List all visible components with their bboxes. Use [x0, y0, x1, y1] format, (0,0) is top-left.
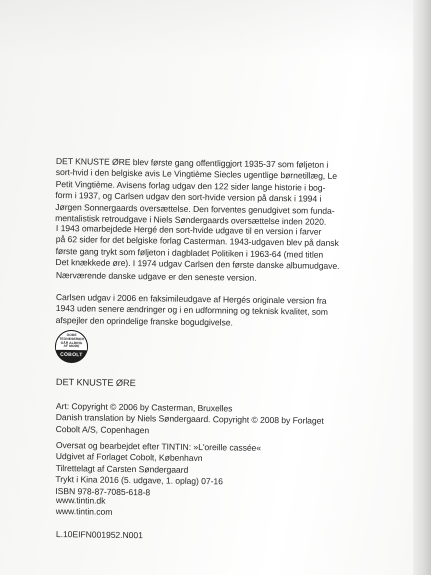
text-line: Tilrettelagt af Carsten Søndergaard	[55, 462, 189, 475]
text-line: Oversat og bearbejdet efter TINTIN: »L'oreille cassée«	[55, 440, 262, 453]
history-paragraph-3	[56, 270, 356, 286]
badge-slogan	[55, 330, 88, 351]
text-line: Petit Vingtième. Avisens forlag udgav den 122 sider lange historie i bog-	[55, 178, 326, 193]
text-line: Art: Copyright © 2006 by Casterman, Bruxelles	[55, 401, 233, 414]
publication-details	[55, 440, 356, 501]
text-line: første gang trykt som føljeton i dagbladet Politiken i 1963-64 (med titlen	[55, 245, 324, 260]
cobolt-logo-badge	[55, 330, 88, 363]
text-line: I 1943 omarbejdede Hergé den sort-hvide udgave til en version i farver	[55, 223, 322, 237]
badge-slogan-line: GÅR ALDRIG	[60, 340, 83, 345]
text-line: mentalistisk retroudgave i Niels Søndergaards oversættelse inden 2020.	[55, 213, 327, 227]
text-line: form i 1937, og Carlsen udgav den sort-hvide version på dansk i 1994 i	[55, 190, 322, 204]
history-paragraph-2	[55, 223, 356, 273]
book-spine-edge	[413, 0, 431, 575]
text-line: Trykt i Kina 2016 (5. udgave, 1. oplag) 07-16	[55, 474, 224, 487]
copyright-credits	[56, 401, 356, 439]
badge-slogan-line: GODE	[66, 333, 77, 338]
text-line: Udgivet af Forlaget Cobolt, København	[55, 451, 203, 464]
history-paragraph-1	[55, 156, 356, 229]
badge-brand: COBOLT	[60, 351, 83, 359]
text-line: Nærværende danske udgave er den seneste version.	[55, 270, 257, 283]
badge-slogan-line: TEGNESERIER	[59, 336, 84, 342]
history-paragraph-4	[56, 292, 356, 330]
text-line: Cobolt A/S, Copenhagen	[55, 423, 150, 436]
page-shading	[0, 0, 431, 60]
text-line: Danish translation by Niels Søndergaard. Copyright © 2008 by Forlaget	[55, 412, 324, 427]
text-line: Jørgen Sonnergaards oversættelse. Den forventes genudgivet som funda-	[55, 201, 335, 216]
badge-slogan-line: AF MODE	[63, 344, 80, 349]
text-line: Det knækkede øre). I 1974 udgav Carlsen den første danske albumudgave.	[55, 257, 340, 272]
text-line: DET KNUSTE ØRE blev første gang offentliggjort 1935-37 som føljeton i	[55, 156, 329, 170]
text-line: sort-hvid i den belgiske avis Le Vingtième Siecles ugentlige børnetillæg, Le	[55, 167, 338, 182]
text-line: afspejler den oprindelige franske bogudgivelse.	[55, 314, 233, 328]
website-link[interactable]: www.tintin.com	[55, 506, 113, 518]
colophon-title: DET KNUSTE ØRE	[55, 377, 136, 389]
website-list	[56, 495, 356, 522]
text-line: på 62 sider for det belgiske forlag Casterman. 1943-udgaven blev på dansk	[55, 234, 339, 249]
product-code: L.10EIFN001952.N001	[55, 529, 143, 541]
text-line: 1943 uden senere ændringer og i en udformning og teknisk kvalitet, som	[55, 303, 328, 318]
website-link[interactable]: www.tintin.dk	[55, 495, 106, 506]
text-line: Carlsen udgav i 2006 en faksimileudgave af Hergés originale version fra	[55, 292, 327, 306]
isbn: ISBN 978-87-7085-618-8	[55, 485, 151, 497]
